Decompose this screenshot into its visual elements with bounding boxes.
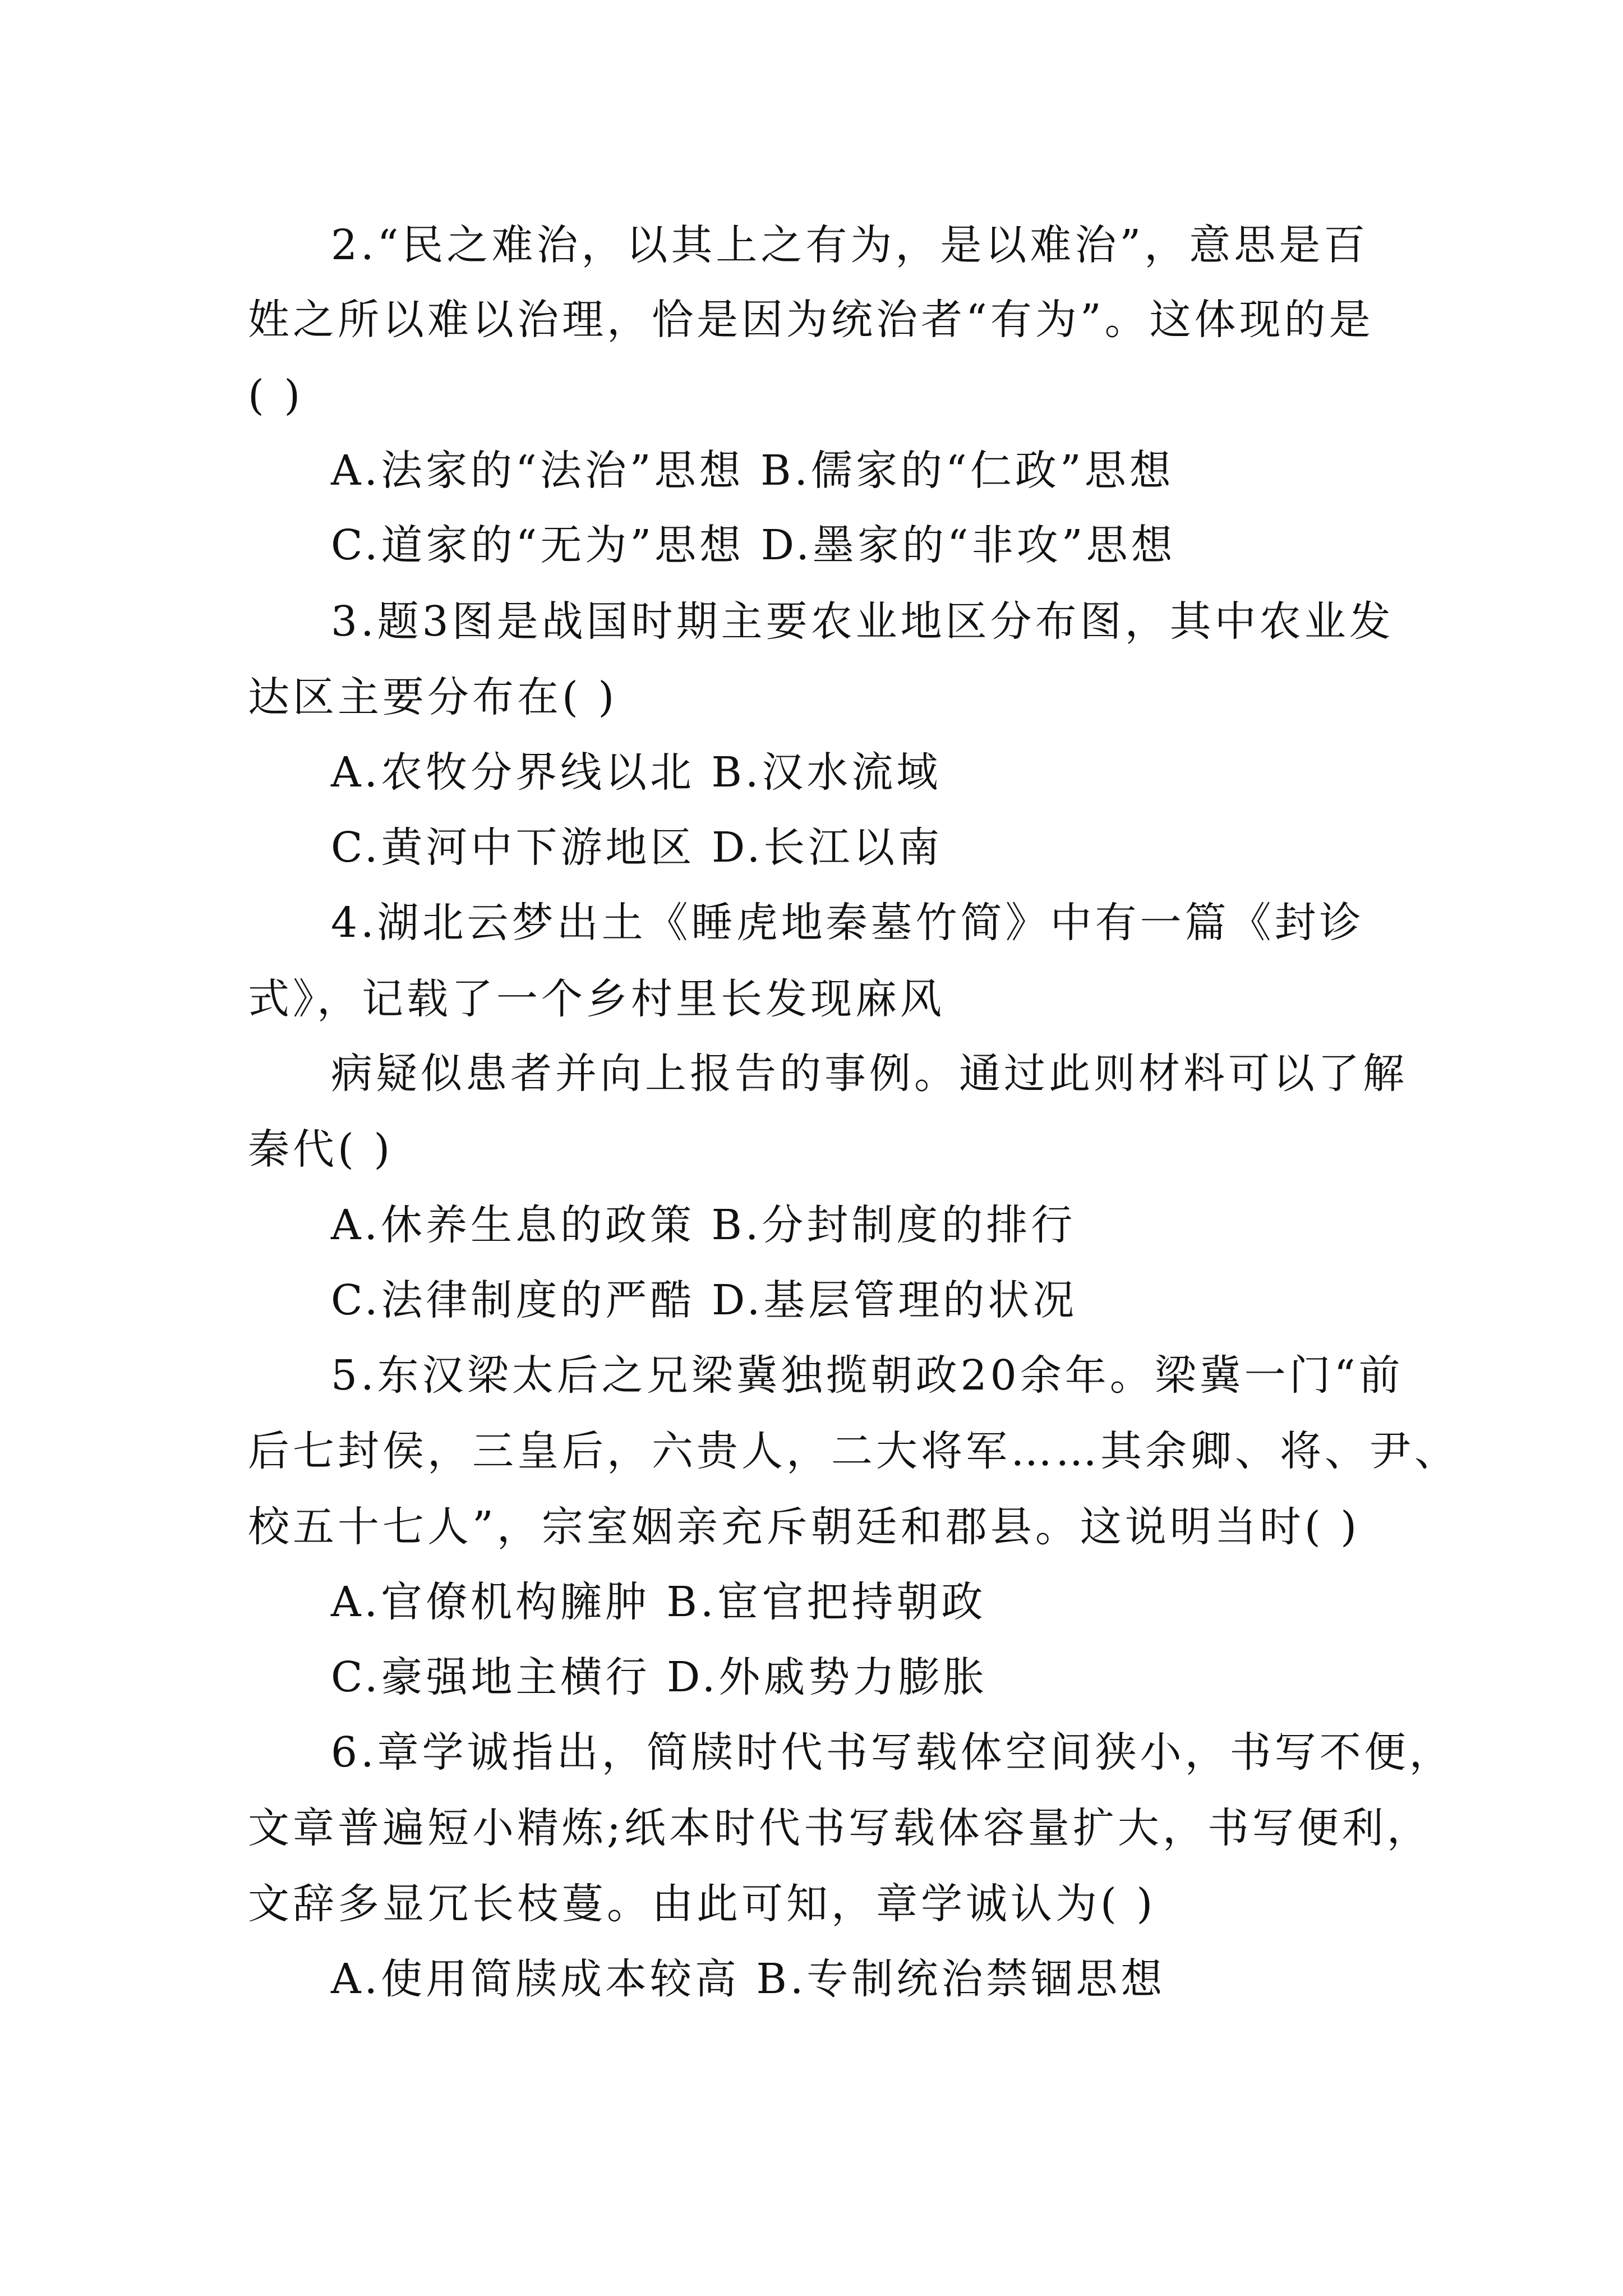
question-3-options-ab: A.农牧分界线以北 B.汉水流域: [331, 748, 942, 797]
question-2-options-ab: A.法家的“法治”思想 B.儒家的“仁政”思想: [331, 447, 1174, 495]
question-2-stem-line-1: 2.“民之难治，以其上之有为，是以难治”，意思是百: [331, 221, 1369, 269]
question-6-options-ab: A.使用简牍成本较高 B.专制统治禁锢思想: [331, 1955, 1166, 2003]
question-2-options-cd: C.道家的“无为”思想 D.墨家的“非攻”思想: [331, 521, 1176, 569]
question-3-options-cd: C.黄河中下游地区 D.长江以南: [331, 823, 943, 872]
question-4-options-cd: C.法律制度的严酷 D.基层管理的状况: [331, 1276, 1078, 1324]
question-3-stem-line-2: 达区主要分布在( ): [248, 673, 618, 721]
question-4-stem-line-2: 式》，记载了一个乡村里长发现麻风: [248, 975, 945, 1023]
question-2-stem-line-3: ( ): [248, 371, 304, 420]
question-5-options-cd: C.豪强地主横行 D.外戚势力膨胀: [331, 1653, 988, 1701]
question-5-options-ab: A.官僚机构臃肿 B.宦官把持朝政: [331, 1578, 986, 1626]
question-2-stem-line-2: 姓之所以难以治理，恰是因为统治者“有为”。这体现的是: [248, 296, 1374, 344]
question-4-stem-line-1: 4.湖北云梦出土《睡虎地秦墓竹简》中有一篇《封诊: [331, 899, 1364, 947]
question-5-stem-line-2: 后七封侯，三皇后，六贵人，二大将军……其余卿、将、尹、: [248, 1427, 1459, 1475]
question-3-stem-line-1: 3.题3图是战国时期主要农业地区分布图，其中农业发: [331, 597, 1394, 646]
question-5-stem-line-1: 5.东汉梁太后之兄梁冀独揽朝政20余年。梁冀一门“前: [331, 1351, 1404, 1400]
question-6-stem-line-3: 文辞多显冗长枝蔓。由此可知，章学诚认为( ): [248, 1880, 1156, 1928]
question-6-stem-line-2: 文章普遍短小精炼;纸本时代书写载体容量扩大，书写便利，: [248, 1804, 1432, 1852]
question-6-stem-line-1: 6.章学诚指出，简牍时代书写载体空间狭小，书写不便，: [331, 1728, 1454, 1777]
question-4-stem-line-4: 秦代( ): [248, 1125, 394, 1174]
question-4-stem-line-3: 病疑似患者并向上报告的事例。通过此则材料可以了解: [331, 1050, 1408, 1098]
question-5-stem-line-3: 校五十七人”，宗室姻亲充斥朝廷和郡县。这说明当时( ): [248, 1503, 1361, 1551]
question-4-options-ab: A.休养生息的政策 B.分封制度的排行: [331, 1201, 1076, 1249]
